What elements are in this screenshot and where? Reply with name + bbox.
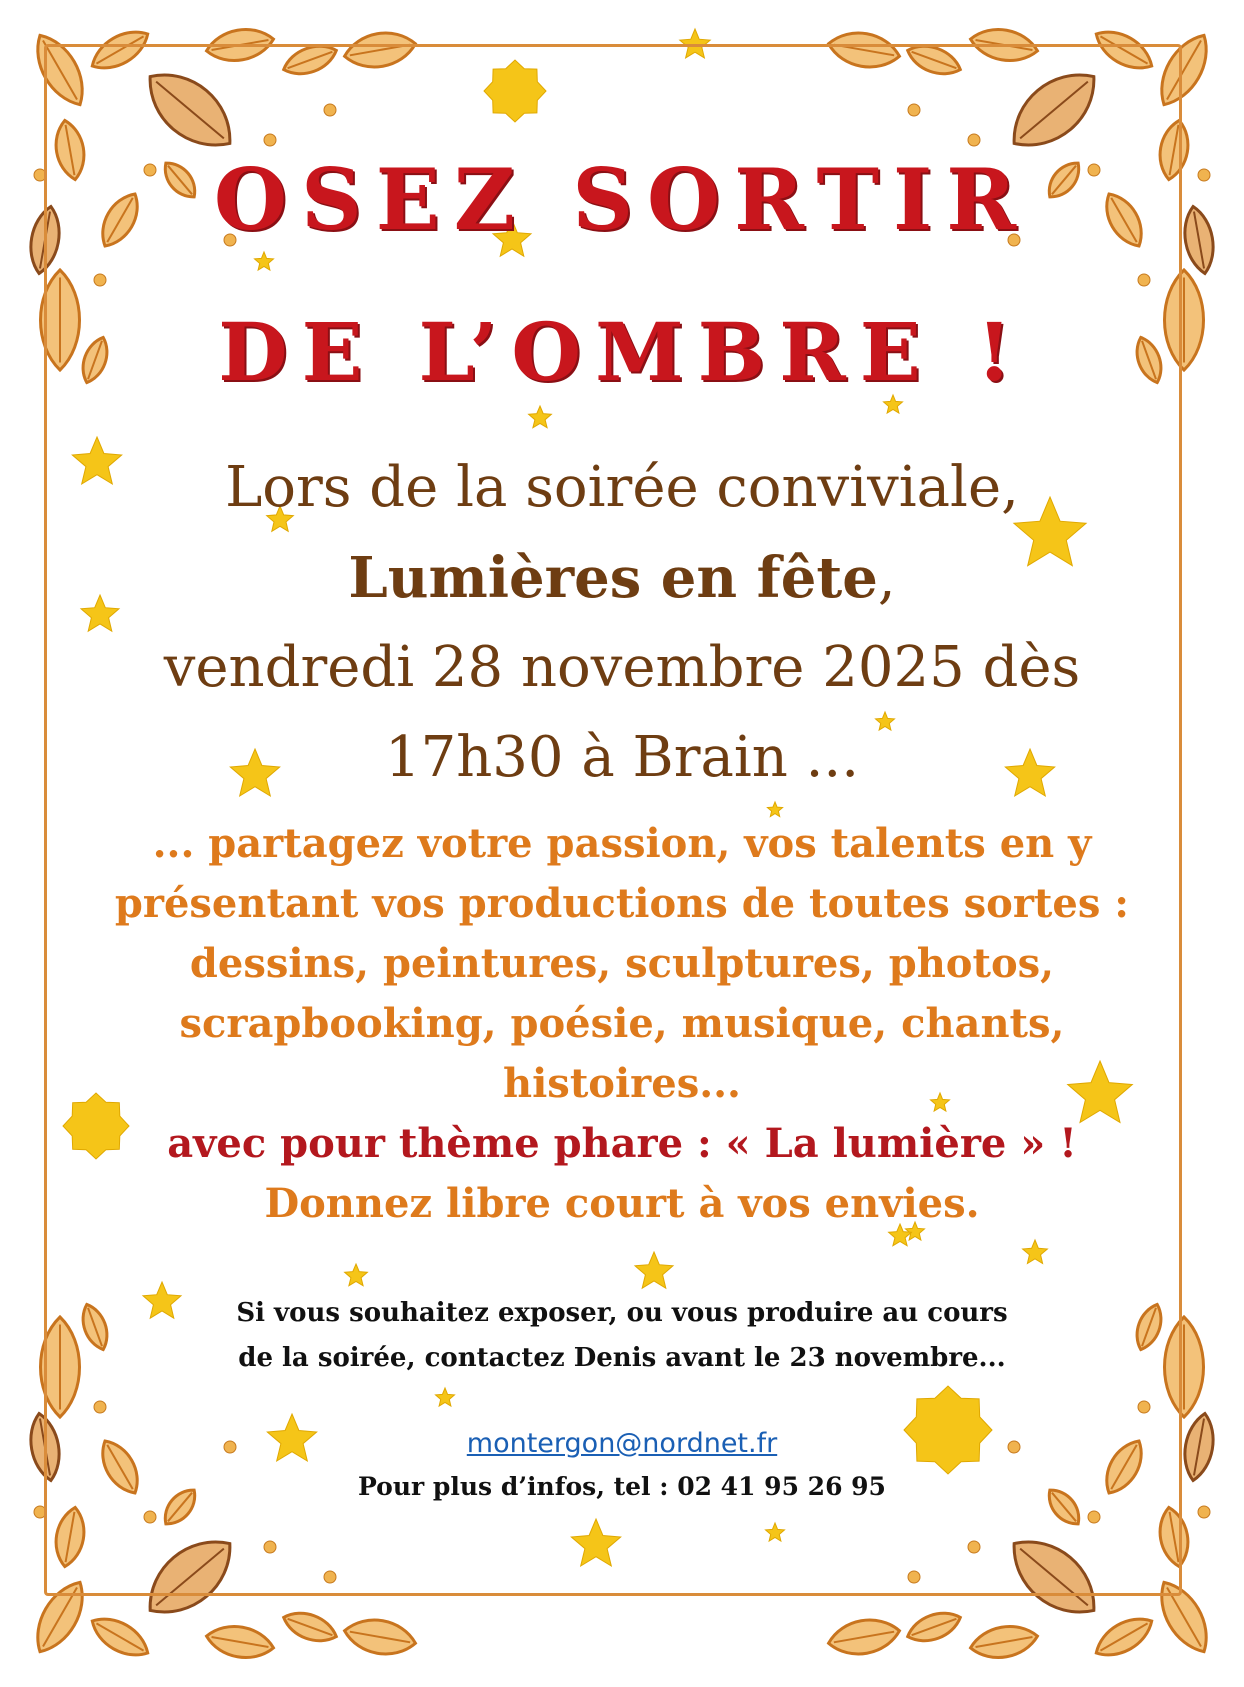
title-line-1: OSEZ SORTIR [213,150,1031,249]
leaf-icon [204,1621,276,1662]
free-line: Donnez libre court à vos envies. [264,1180,980,1227]
call-line-5: histoires... [503,1060,741,1107]
intro-line: Lors de la soirée conviviale, [225,455,1019,520]
leaf-icon [86,1609,155,1664]
leaf-icon [1090,1609,1159,1664]
call-line-2: présentant vos productions de toutes sortes : [114,880,1130,927]
call-line-3: dessins, peintures, sculptures, photos, [189,940,1055,987]
event-name-line [0,545,1244,611]
phone-line: Pour plus d’infos, tel : 02 41 95 26 95 [358,1472,886,1501]
call-line-4: scrapbooking, poésie, musique, chants, [179,1000,1065,1047]
berry-icon [1198,1506,1210,1518]
leaf-icon [826,1614,903,1659]
event-name: Lumières en fête [348,545,878,611]
call-line-1: ... partagez votre passion, vos talents en y [152,820,1092,867]
email-link[interactable]: montergon@nordnet.fr [466,1428,778,1459]
date-line: vendredi 28 novembre 2025 dès [163,635,1081,700]
time-place-line: 17h30 à Brain ... [384,725,860,790]
event-name-comma: , [877,546,896,611]
contact-line-2: de la soirée, contactez Denis avant le 23 novembre... [238,1343,1006,1373]
title-line-2: DE L’OMBRE ! [218,305,1026,399]
contact-line-1: Si vous souhaitez exposer, ou vous produire au cours [236,1298,1008,1328]
email-row [0,1428,1244,1459]
theme-line: avec pour thème phare : « La lumière » ! [167,1120,1077,1167]
leaf-icon [904,1606,965,1648]
leaf-icon [280,1606,341,1648]
leaf-icon [342,1614,419,1659]
leaf-icon [968,1621,1040,1662]
